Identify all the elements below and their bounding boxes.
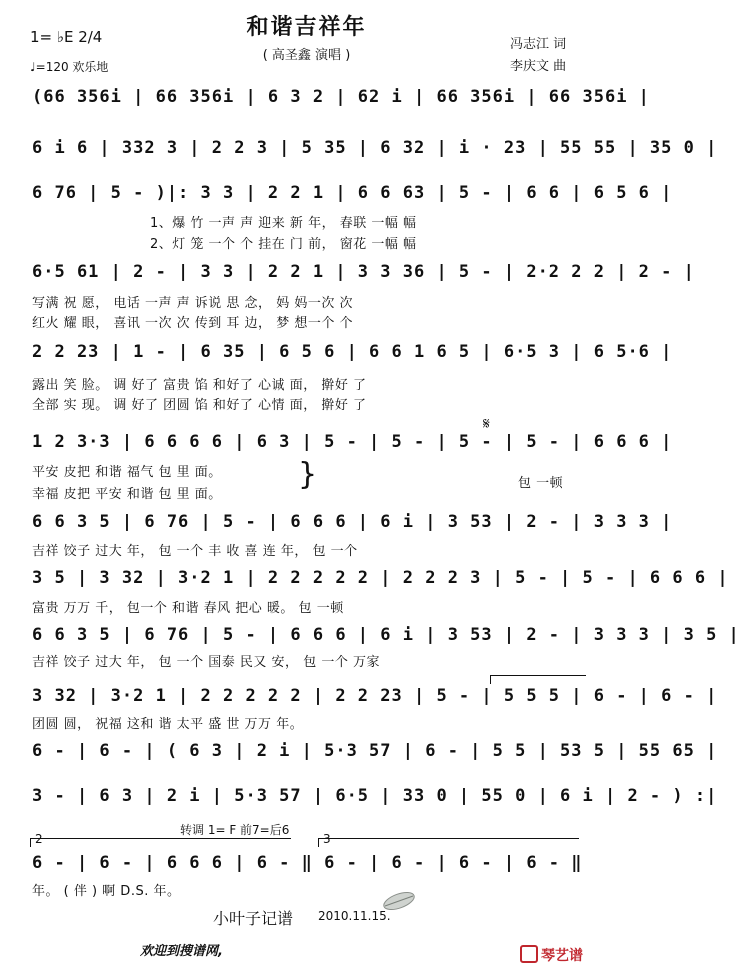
lyric-line-verse1: 富贵 万万 千， 包一个 和谐 春风 把心 暖。 包 一顿 xyxy=(32,601,344,616)
logo-icon xyxy=(520,945,538,963)
lyric-line-verse1: 写满 祝 愿， 电话 一声 声 诉说 思 念， 妈 妈一次 次 xyxy=(32,296,353,311)
transcription-date: 2010.11.15. xyxy=(318,909,391,923)
volta-bracket-2 xyxy=(30,838,291,847)
volta-number-2: 2 xyxy=(35,832,43,846)
notation-row: 6 6 3 5 | 6 76 | 5 - | 6 6 6 | 6 i | 3 53 | 2 - | 3 3 3 | xyxy=(32,512,673,532)
notation-row: 2 2 23 | 1 - | 6 35 | 6 5 6 | 6 6 1 6 5 | 6·5 3 | 6 5·6 | xyxy=(32,342,673,362)
notation-row: 3 5 | 3 32 | 3·2 1 | 2 2 2 2 2 | 2 2 2 3 | 5 - | 5 - | 6 6 6 | xyxy=(32,568,729,588)
lyric-line-verse1: 平安 皮把 和谐 福气 包 里 面。 xyxy=(32,465,222,480)
tempo-marking: ♩=120 欢乐地 xyxy=(30,60,109,74)
volta-bracket-3 xyxy=(318,838,579,847)
key-signature: 1= ♭E 2/4 xyxy=(30,28,103,46)
lyric-line-verse1: 露出 笑 脸。 调 好了 富贵 馅 和好了 心诚 面， 擀好 了 xyxy=(32,378,367,393)
lyric-line-verse2: 2、灯 笼 一个 个 挂在 门 前， 窗花 一幅 幅 xyxy=(150,237,417,252)
lyric-line-verse1: 团圆 圆， 祝福 这和 谐 太平 盛 世 万万 年。 xyxy=(32,717,304,732)
notation-row: (66 356i | 66 356i | 6 3 2 | 62 i | 66 356i | 66 356i | xyxy=(32,87,650,107)
notation-row: 3 32 | 3·2 1 | 2 2 2 2 2 | 2 2 23 | 5 - | 5 5 5 | 6 - | 6 - | xyxy=(32,686,718,706)
lyric-line-verse2: 全部 实 现。 调 好了 团圆 馅 和好了 心情 面， 擀好 了 xyxy=(32,398,367,413)
volta-bracket xyxy=(490,675,586,684)
lyric-line-verse2: 红火 耀 眼， 喜讯 一次 次 传到 耳 边， 梦 想一个 个 xyxy=(32,316,353,331)
performer-subtitle: ( 高圣鑫 演唱 ) xyxy=(262,48,351,63)
modulation-note: 转调 1= F 前7=后6 xyxy=(180,823,290,837)
logo-text: 琴艺谱 xyxy=(541,948,583,964)
lyric-line-verse2: 幸福 皮把 平安 和谐 包 里 面。 xyxy=(32,487,222,502)
notation-row: 6 6 3 5 | 6 76 | 5 - | 6 6 6 | 6 i | 3 53 | 2 - | 3 3 3 | 3 5 | xyxy=(32,625,740,645)
notation-row: 3 - | 6 3 | 2 i | 5·3 57 | 6·5 | 33 0 | 55 0 | 6 i | 2 - ) :| xyxy=(32,786,718,806)
lyricist-credit: 冯志江 词 xyxy=(510,37,567,52)
brace: } xyxy=(298,457,318,492)
lyric-line-verse1: 1、爆 竹 一声 声 迎来 新 年， 春联 一幅 幅 xyxy=(150,216,417,231)
lyric-line-verse1: 年。 ( 伴 ) 啊 D.S. 年。 xyxy=(32,884,181,899)
lyric-line-verse1: 吉祥 饺子 过大 年， 包 一个 丰 收 喜 连 年， 包 一个 xyxy=(32,544,358,559)
lyric-line-verse1: 吉祥 饺子 过大 年， 包 一个 国泰 民又 安， 包 一个 万家 xyxy=(32,655,380,670)
volta-number-3: 3 xyxy=(323,832,331,846)
lyric-line-right: 包 一顿 xyxy=(518,476,564,491)
composer-credit: 李庆文 曲 xyxy=(510,59,567,74)
notation-row: 6 76 | 5 - )|: 3 3 | 2 2 1 | 6 6 63 | 5 - | 6 6 | 6 5 6 | xyxy=(32,183,673,203)
notation-row: 1 2 3·3 | 6 6 6 6 | 6 3 | 5 - | 5 - | 5 - | 5 - | 6 6 6 | xyxy=(32,432,673,452)
welcome-text: 欢迎到搜谱网, xyxy=(140,944,223,959)
notation-row: 6 i 6 | 332 3 | 2 2 3 | 5 35 | 6 32 | i · 23 | 55 55 | 35 0 | xyxy=(32,138,718,158)
song-title: 和谐吉祥年 xyxy=(246,15,367,40)
segno-sign: 𝄋 xyxy=(483,414,490,433)
notation-row: 6 - | 6 - | ( 6 3 | 2 i | 5·3 57 | 6 - | 5 5 | 53 5 | 55 65 | xyxy=(32,741,718,761)
leaf-icon xyxy=(380,890,418,912)
notation-row: 6 - | 6 - | 6 6 6 | 6 - ‖ 6 - | 6 - | 6 - | 6 - ‖ xyxy=(32,853,583,873)
site-logo xyxy=(520,945,583,965)
notation-row: 6·5 61 | 2 - | 3 3 | 2 2 1 | 3 3 36 | 5 - | 2·2 2 2 | 2 - | xyxy=(32,262,695,282)
transcriber-signature: 小叶子记谱 xyxy=(213,909,294,928)
